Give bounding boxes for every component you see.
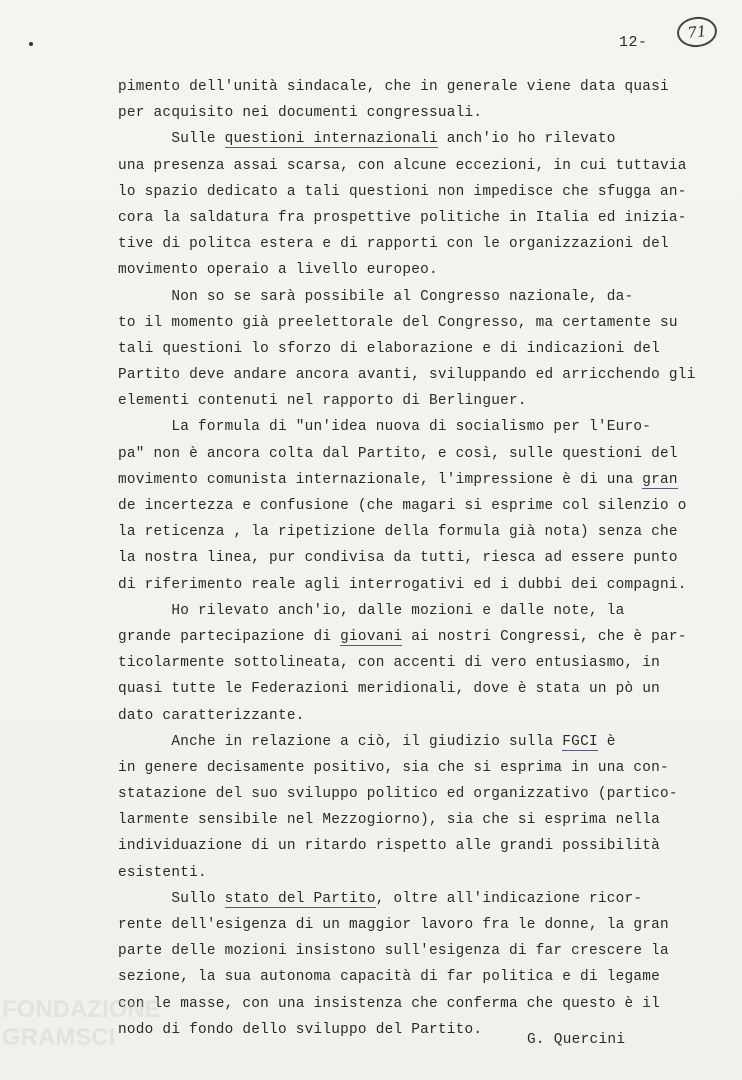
text-run: ai nostri Congressi, che è par- <box>402 628 687 645</box>
signature: G. Quercini <box>527 1032 626 1048</box>
text-line <box>118 126 698 152</box>
text-run: individuazione di un ritardo rispetto alle grandi possibilità <box>118 838 661 855</box>
text-run: la nostra linea, pur condivisa da tutti, riesca ad essere punto <box>118 550 678 567</box>
text-line <box>118 231 698 257</box>
text-run: statazione del suo sviluppo politico ed organizzativo (partico- <box>118 786 678 803</box>
text-line <box>118 205 698 231</box>
text-line <box>118 703 698 729</box>
text-run: esistenti. <box>118 864 207 881</box>
text-line <box>118 545 698 571</box>
underlined-phrase: gran <box>642 471 678 488</box>
text-run: anch'io ho rilevato <box>437 131 616 148</box>
text-run: lo spazio dedicato a tali questioni non impedisce che sfugga an- <box>118 183 687 200</box>
text-run: to il momento già preelettorale del Congresso, ma certamente su <box>118 314 678 331</box>
text-line <box>118 414 698 440</box>
text-run: per acquisito nei documenti congressuali. <box>118 105 483 122</box>
text-run: larmente sensibile nel Mezzogiorno), sia che si esprima nella <box>118 812 661 829</box>
text-line <box>118 519 698 545</box>
text-line <box>118 807 698 833</box>
text-line <box>118 938 698 964</box>
text-line <box>118 886 698 912</box>
text-line <box>118 912 698 938</box>
text-line <box>118 441 698 467</box>
text-run: pa" non è ancora colta dal Partito, e così, sulle questioni del <box>118 445 678 462</box>
text-run: de incertezza e confusione (che magari si esprime col silenzio o <box>118 498 687 514</box>
text-run: dato caratterizzante. <box>118 707 305 724</box>
text-line <box>118 179 698 205</box>
underlined-phrase: giovani <box>340 628 403 645</box>
text-run: cora la saldatura fra prospettive politiche in Italia ed inizia- <box>118 209 687 226</box>
text-line <box>118 493 698 519</box>
text-run: con le masse, con una insistenza che conferma che questo è il <box>118 995 661 1012</box>
text-line <box>118 991 698 1017</box>
text-run: Non so se sarà possibile al Congresso nazionale, da- <box>118 288 634 305</box>
text-run: elementi contenuti nel rapporto di Berlinguer. <box>118 393 527 410</box>
text-run: tali questioni lo sforzo di elaborazione e di indicazioni del <box>118 340 661 357</box>
text-line <box>118 781 698 807</box>
text-line <box>118 284 698 310</box>
text-line <box>118 362 698 388</box>
text-run: è <box>597 733 616 750</box>
text-line <box>118 336 698 362</box>
text-run: in genere decisamente positivo, sia che si esprima in una con- <box>118 759 669 776</box>
text-line <box>118 257 698 283</box>
text-run: La formula di "un'idea nuova di socialismo per l'Euro- <box>118 419 652 436</box>
text-line <box>118 388 698 414</box>
text-run: movimento operaio a livello europeo. <box>118 262 438 279</box>
text-run: movimento comunista internazionale, l'impressione è di una <box>118 471 643 488</box>
text-line <box>118 624 698 650</box>
text-run: di riferimento reale agli interrogativi ed i dubbi dei compagni. <box>118 576 687 593</box>
text-run: parte delle mozioni insistono sull'esigenza di far crescere la <box>118 943 669 960</box>
archive-watermark: FONDAZIONE GRAMSCI <box>2 996 161 1051</box>
text-run: la reticenza , la ripetizione della formula già nota) senza che <box>118 524 678 541</box>
text-line <box>118 310 698 336</box>
underlined-phrase: questioni internazionali <box>224 131 438 148</box>
text-run: tive di politca estera e di rapporti con le organizzazioni del <box>118 236 669 253</box>
text-line <box>118 755 698 781</box>
body-text <box>118 74 698 1043</box>
text-run: sezione, la sua autonoma capacità di far politica e di legame <box>118 969 661 986</box>
text-line <box>118 572 698 598</box>
text-line <box>118 598 698 624</box>
text-run: Partito deve andare ancora avanti, sviluppando ed arricchendo gli <box>118 367 696 384</box>
underlined-phrase: FGCI <box>562 733 598 750</box>
text-run: Ho rilevato anch'io, dalle mozioni e dalle note, la <box>118 602 625 619</box>
text-run: rente dell'esigenza di un maggior lavoro fra le donne, la gran <box>118 917 669 933</box>
text-run: Sulle <box>118 131 225 148</box>
text-run: grande partecipazione di <box>118 628 341 645</box>
text-line <box>118 964 698 990</box>
margin-dot <box>29 42 33 46</box>
text-line <box>118 74 698 100</box>
text-run: Sullo <box>118 890 225 907</box>
underlined-phrase: stato del Partito <box>224 890 376 907</box>
text-run: Anche in relazione a ciò, il giudizio sulla <box>118 733 563 750</box>
text-line <box>118 650 698 676</box>
archive-stamp: 71 <box>676 15 719 49</box>
text-line <box>118 467 698 493</box>
text-line <box>118 729 698 755</box>
text-run: ticolarmente sottolineata, con accenti di vero entusiasmo, in <box>118 655 661 672</box>
text-run: pimento dell'unità sindacale, che in generale viene data quasi <box>118 79 669 95</box>
text-run: quasi tutte le Federazioni meridionali, dove è stata un pò un <box>118 681 661 698</box>
text-line <box>118 153 698 179</box>
text-line <box>118 100 698 126</box>
text-line <box>118 860 698 886</box>
text-run: , oltre all'indicazione ricor- <box>375 890 643 907</box>
text-line <box>118 833 698 859</box>
page-number: 12- <box>619 34 648 51</box>
text-run: una presenza assai scarsa, con alcune eccezioni, in cui tuttavia <box>118 157 687 174</box>
text-run: nodo di fondo dello sviluppo del Partito. <box>118 1021 483 1038</box>
text-line <box>118 676 698 702</box>
